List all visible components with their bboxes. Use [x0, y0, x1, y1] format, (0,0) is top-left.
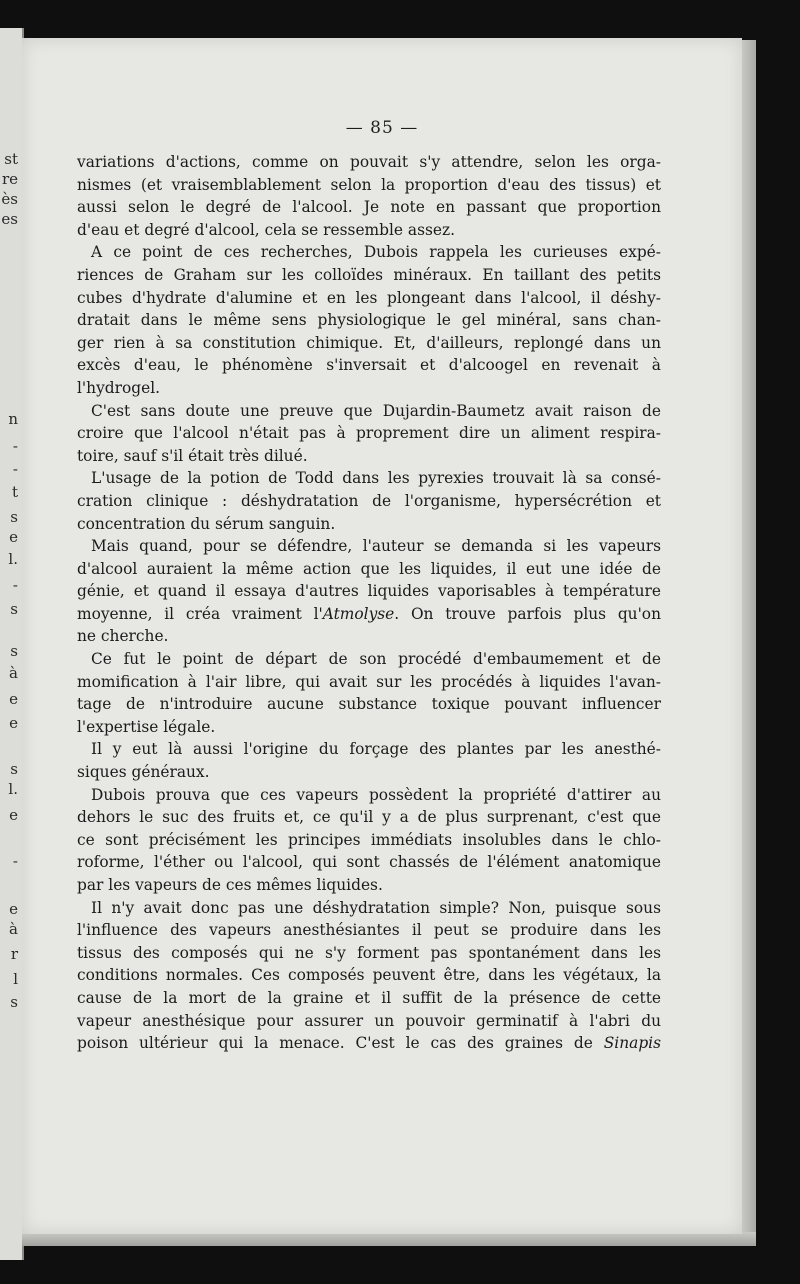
text-line: cubes d'hydrate d'alumine et en les plongeant dans l'alcool, il déshy-: [77, 288, 661, 307]
body-text: [77, 151, 661, 1055]
adjacent-page-text-fragment: e: [9, 528, 18, 546]
text-line: momification à l'air libre, qui avait sur les procédés à liquides l'avan-: [77, 672, 661, 691]
text-line: Il y eut là aussi l'origine du forçage des plantes par les anesthé-: [91, 740, 661, 759]
text-line: tissus des composés qui ne s'y forment pas spontanément dans les: [77, 943, 661, 962]
adjacent-page-text-fragment: -: [12, 852, 18, 870]
paragraph: [77, 241, 661, 399]
text-line: riences de Graham sur les colloïdes minéraux. En taillant des petits: [77, 265, 661, 284]
text-line: L'usage de la potion de Todd dans les pyrexies trouvait là sa consé-: [91, 469, 661, 488]
adjacent-page-text-fragment: -: [12, 576, 18, 594]
text-line: ce sont précisément les principes immédiats insolubles dans le chlo-: [77, 830, 661, 849]
text-line: croire que l'alcool n'était pas à proprement dire un aliment respira-: [77, 424, 661, 443]
adjacent-page-text-fragment: e: [9, 714, 18, 732]
text-line: l'expertise légale.: [77, 717, 216, 736]
text-line: variations d'actions, comme on pouvait s'y attendre, selon les orga-: [77, 153, 661, 171]
paragraph: [77, 151, 661, 241]
adjacent-page-text-fragment: es: [1, 210, 18, 228]
adjacent-page-text-fragment: à: [9, 920, 18, 938]
text-line: siques généraux.: [77, 763, 210, 782]
text-line: dratait dans le même sens physiologique le gel minéral, sans chan-: [77, 311, 661, 330]
adjacent-page-text-fragment: s: [10, 642, 18, 660]
adjacent-page-text-fragment: r: [10, 945, 18, 963]
adjacent-page-text-fragment: s: [10, 760, 18, 778]
paragraph: [77, 467, 661, 535]
text-line: d'eau et degré d'alcool, cela se ressemble assez.: [77, 220, 456, 239]
text-line: nismes (et vraisemblablement selon la proportion d'eau des tissus) et: [77, 175, 661, 194]
adjacent-page-text-fragment: st: [4, 150, 18, 168]
adjacent-page-text-fragment: s: [10, 600, 18, 618]
page-number: — 85 —: [345, 118, 419, 138]
adjacent-page-text-fragment: s: [10, 508, 18, 526]
paragraph: [77, 784, 661, 897]
text-line: génie, et quand il essaya d'autres liquides vaporisables à température: [77, 582, 661, 601]
adjacent-page-text-fragment: t: [11, 483, 18, 501]
text-line: Dubois prouva que ces vapeurs possèdent la propriété d'attirer au: [91, 785, 661, 804]
paragraph: [77, 738, 661, 783]
adjacent-page-text-fragment: re: [1, 170, 18, 188]
text-line: l'hydrogel.: [77, 378, 161, 397]
text-line: excès d'eau, le phénomène s'inversait et d'alcoogel en revenait à: [77, 356, 661, 375]
adjacent-page-text-fragment: n: [8, 410, 18, 428]
text-line: A ce point de ces recherches, Dubois rappela les curieuses expé-: [91, 243, 661, 262]
text-line: d'alcool auraient la même action que les liquides, il eut une idée de: [77, 559, 661, 578]
text-line: roforme, l'éther ou l'alcool, qui sont chassés de l'élément anatomique: [77, 853, 661, 872]
text-line: tage de n'introduire aucune substance toxique pouvant influencer: [77, 695, 661, 714]
text-line: Ce fut le point de départ de son procédé d'embaumement et de: [91, 650, 661, 669]
text-line: vapeur anesthésique pour assurer un pouvoir germinatif à l'abri du: [77, 1011, 661, 1030]
paragraph: [77, 535, 661, 648]
text-line: dehors le suc des fruits et, ce qu'il y a de plus surprenant, c'est que: [77, 808, 661, 827]
adjacent-page-text-fragment: ès: [1, 190, 18, 208]
text-line: conditions normales. Ces composés peuvent être, dans les végétaux, la: [77, 966, 661, 985]
text-line: toire, sauf s'il était très dilué.: [77, 446, 308, 465]
adjacent-page-text-fragment: e: [9, 900, 18, 918]
text-line: aussi selon le degré de l'alcool. Je note en passant que proportion: [77, 198, 661, 217]
text-line: l'influence des vapeurs anesthésiantes il peut se produire dans les: [77, 921, 661, 940]
text-line: poison ultérieur qui la menace. C'est le cas des graines de Sinapis: [77, 1034, 661, 1053]
adjacent-page-text-fragment: à: [9, 664, 18, 682]
adjacent-page-text-fragment: s: [10, 993, 18, 1011]
adjacent-page-text-fragment: -: [12, 460, 18, 478]
adjacent-page-text-fragment: e: [9, 690, 18, 708]
text-line: C'est sans doute une preuve que Dujardin-Baumetz avait raison de: [91, 401, 661, 420]
page-bottom-edge: [22, 1232, 756, 1246]
adjacent-page-text-fragment: -: [12, 437, 18, 455]
adjacent-page-edge: [0, 28, 24, 1260]
adjacent-page-text-fragment: l: [13, 970, 18, 988]
text-line: par les vapeurs de ces mêmes liquides.: [77, 876, 383, 894]
paragraph: [77, 400, 661, 468]
text-line: concentration du sérum sanguin.: [77, 514, 336, 533]
text-line: ger rien à sa constitution chimique. Et, d'ailleurs, replongé dans un: [77, 333, 661, 352]
adjacent-page-text-fragment: e: [9, 806, 18, 824]
book-page: [22, 38, 742, 1234]
adjacent-page-text-fragment: l.: [8, 780, 18, 798]
text-line: cause de la mort de la graine et il suffit de la présence de cette: [77, 988, 661, 1007]
text-line: Il n'y avait donc pas une déshydratation simple? Non, puisque sous: [91, 898, 661, 917]
paragraph: [77, 897, 661, 1055]
text-line: Mais quand, pour se défendre, l'auteur se demanda si les vapeurs: [91, 537, 661, 556]
paragraph: [77, 648, 661, 738]
text-line: moyenne, il créa vraiment l'Atmolyse. On trouve parfois plus qu'on: [77, 604, 661, 623]
text-line: cration clinique : déshydratation de l'organisme, hypersécrétion et: [77, 491, 661, 510]
text-line: ne cherche.: [77, 627, 169, 646]
adjacent-page-text-fragment: l.: [8, 550, 18, 568]
